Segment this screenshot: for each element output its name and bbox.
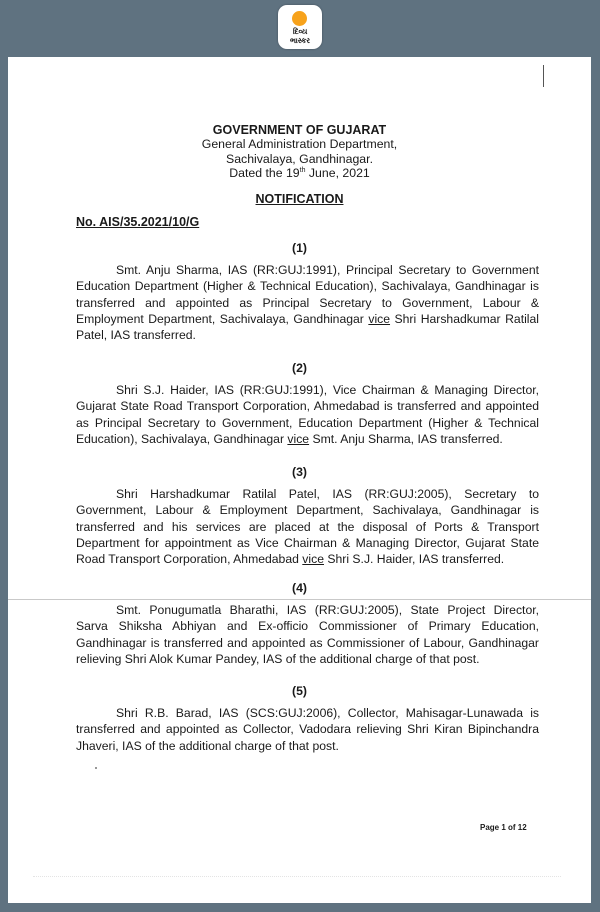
section-number-1: (1) <box>291 241 308 255</box>
page-indicator: Page 1 of 12 <box>480 823 527 832</box>
vice-underlined: vice <box>368 311 391 326</box>
document-page <box>8 57 591 903</box>
scan-speck <box>95 767 97 769</box>
scan-margin-mark <box>543 65 544 87</box>
divya-bhaskar-logo[interactable] <box>278 5 322 49</box>
section-number-3: (3) <box>291 465 308 479</box>
brand-name-line2: ભાસ્કર <box>290 36 310 45</box>
document-header <box>8 123 591 181</box>
section-number-2: (2) <box>291 361 308 375</box>
brand-name-line1: દિવ્ય <box>292 27 308 36</box>
brand-name <box>278 27 322 45</box>
section-paragraph-2 <box>76 382 539 447</box>
section-number-5: (5) <box>291 684 308 698</box>
scan-fold-line <box>8 599 591 600</box>
department-location: Sachivalaya, Gandhinagar. <box>226 151 373 166</box>
section-paragraph-4 <box>76 602 539 667</box>
paragraph-text: Smt. Anju Sharma, IAS transferred. <box>309 431 503 446</box>
paragraph-text: Shri R.B. Barad, IAS (SCS:GUJ:2006), Collector, Mahisagar-Lunawada is transferred and appointed as Collector, Vadodara relieving Shri Kiran Bipinchandra Jhaveri, IAS of the additional charge of that post. <box>76 706 539 753</box>
paragraph-text: Shri Harshadkumar Ratilal Patel, IAS transferred. <box>76 311 539 343</box>
notification-title: NOTIFICATION <box>255 192 344 206</box>
faint-footer-line <box>33 876 561 877</box>
government-name: GOVERNMENT OF GUJARAT <box>212 123 387 137</box>
department-name: General Administration Department, <box>201 137 398 152</box>
date-prefix: Dated the 19 <box>229 166 300 181</box>
paragraph-text: Smt. Anju Sharma, IAS (RR:GUJ:1991), Principal Secretary to Government Education Department (Higher & Technical Education), Sachivalaya, Gandhinagar is transferred and appointed as Principal Secretary to Government, Labour & Employment Department, Sachivalaya, Gandhinagar <box>76 263 539 326</box>
section-number-4: (4) <box>291 581 308 595</box>
date-ordinal: th <box>299 167 306 175</box>
vice-underlined: vice <box>302 552 324 567</box>
paragraph-text: Smt. Ponugumatla Bharathi, IAS (RR:GUJ:2005), State Project Director, Sarva Shiksha Abhiyan and Ex-officio Commissioner of Primary Education, Gandhinagar is transferred and appointed as Commissioner of Labour, Gandhinagar relieving Shri Alok Kumar Pandey, IAS of the additional charge of that post. <box>76 603 539 666</box>
paragraph-text: Shri Harshadkumar Ratilal Patel, IAS (RR:GUJ:2005), Secretary to Government, Labour & Employment Department, Sachivalaya, Gandhinagar is transferred and his services are placed at the disposal of Ports & Transport Department for appointment as Vice Chairman & Managing Director, Gujarat State Road Transport Corporation, Ahmedabad <box>76 487 539 567</box>
paragraph-text: Shri S.J. Haider, IAS (RR:GUJ:1991), Vice Chairman & Managing Director, Gujarat State Road Transport Corporation, Ahmedabad is transferred and appointed as Principal Secretary to Government, Education Department (Higher & Technical Education), Sachivalaya, Gandhinagar <box>76 383 539 446</box>
document-date <box>8 166 591 180</box>
sun-icon <box>292 11 307 26</box>
date-suffix: June, 2021 <box>305 166 370 181</box>
notification-number: No. AIS/35.2021/10/G <box>76 215 200 229</box>
section-paragraph-3 <box>76 486 539 567</box>
paragraph-text: Shri S.J. Haider, IAS transferred. <box>323 552 505 567</box>
section-paragraph-1 <box>76 262 539 343</box>
vice-underlined: vice <box>287 431 310 446</box>
section-paragraph-5 <box>76 705 539 754</box>
